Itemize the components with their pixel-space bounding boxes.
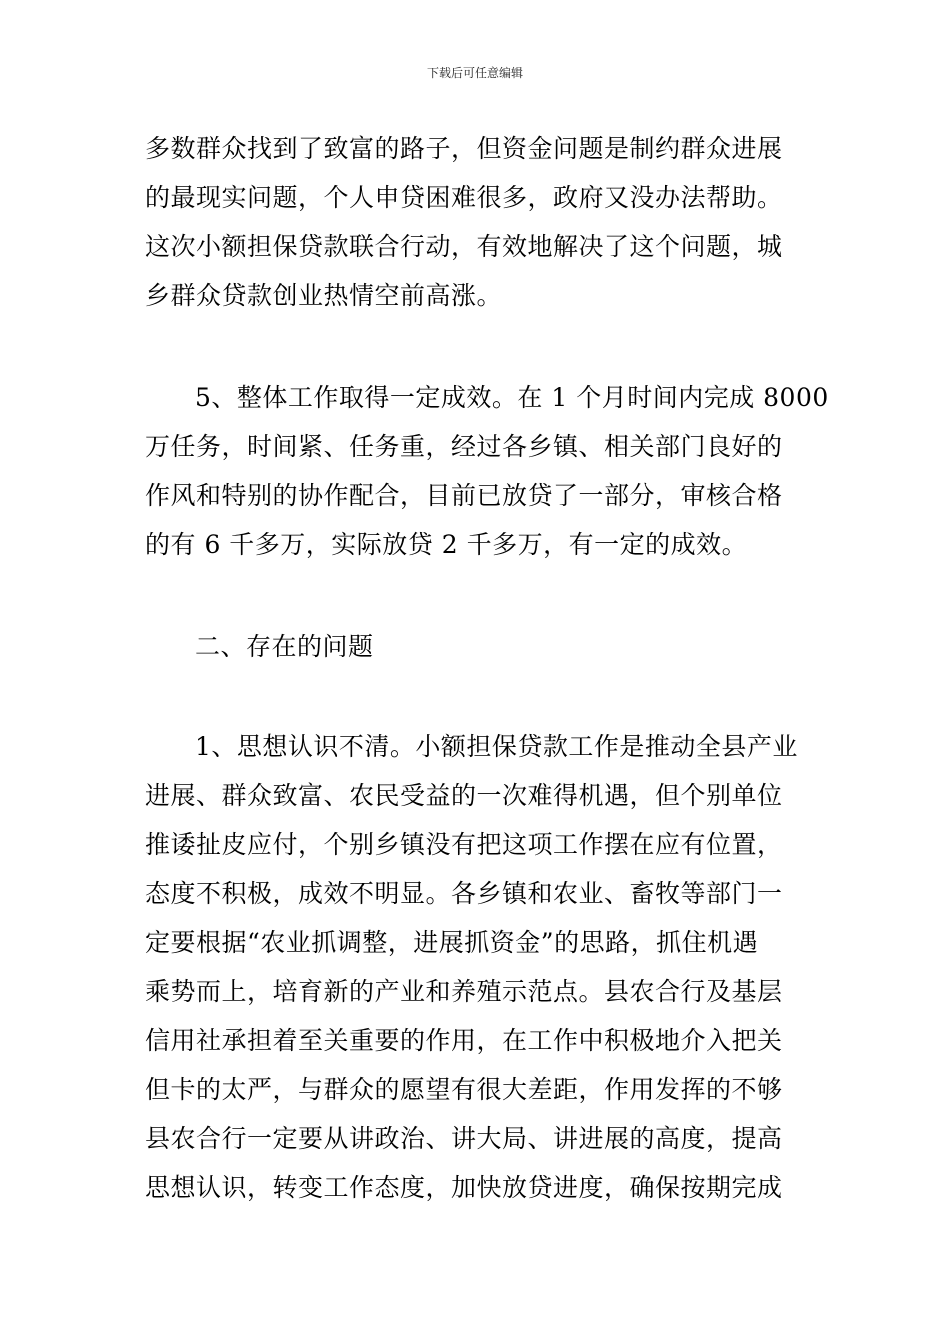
paragraph-3-line-7: 信用社承担着至关重要的作用，在工作中积极地介入把关 (145, 1026, 783, 1055)
paragraph-3-line-1: 1、思想认识不清。小额担保贷款工作是推动全县产业 (195, 732, 798, 761)
paragraph-2-line-4: 的有 6 千多万，实际放贷 2 千多万，有一定的成效。 (145, 530, 748, 559)
section-heading: 二、存在的问题 (195, 632, 374, 661)
page-header: 下载后可任意编辑 (426, 66, 523, 80)
paragraph-3-line-4: 态度不积极，成效不明显。各乡镇和农业、畜牧等部门一 (145, 879, 783, 908)
paragraph-3-line-6: 乘势而上，培育新的产业和养殖示范点。县农合行及基层 (145, 977, 783, 1006)
paragraph-3-line-10: 思想认识，转变工作态度，加快放贷进度，确保按期完成 (145, 1173, 783, 1202)
paragraph-1-line-3: 这次小额担保贷款联合行动，有效地解决了这个问题，城 (145, 232, 783, 261)
paragraph-2-line-1: 5、整体工作取得一定成效。在 1 个月时间内完成 8000 (195, 383, 829, 412)
paragraph-1-line-1: 多数群众找到了致富的路子，但资金问题是制约群众进展 (145, 134, 783, 163)
paragraph-1-line-4: 乡群众贷款创业热情空前高涨。 (145, 281, 503, 310)
paragraph-3-line-9: 县农合行一定要从讲政治、讲大局、讲进展的高度，提高 (145, 1124, 783, 1153)
paragraph-3-line-3: 推诿扯皮应付，个别乡镇没有把这项工作摆在应有位置， (145, 830, 783, 859)
paragraph-2-line-2: 万任务，时间紧、任务重，经过各乡镇、相关部门良好的 (145, 432, 783, 461)
paragraph-3-line-8: 但卡的太严，与群众的愿望有很大差距，作用发挥的不够 (145, 1075, 783, 1104)
paragraph-2-line-3: 作风和特别的协作配合，目前已放贷了一部分，审核合格 (145, 481, 783, 510)
paragraph-3-line-5: 定要根据“农业抓调整，进展抓资金”的思路，抓住机遇 (145, 928, 759, 957)
paragraph-3-line-2: 进展、群众致富、农民受益的一次难得机遇，但个别单位 (145, 781, 783, 810)
paragraph-1-line-2: 的最现实问题，个人申贷困难很多，政府又没办法帮助。 (145, 183, 783, 212)
